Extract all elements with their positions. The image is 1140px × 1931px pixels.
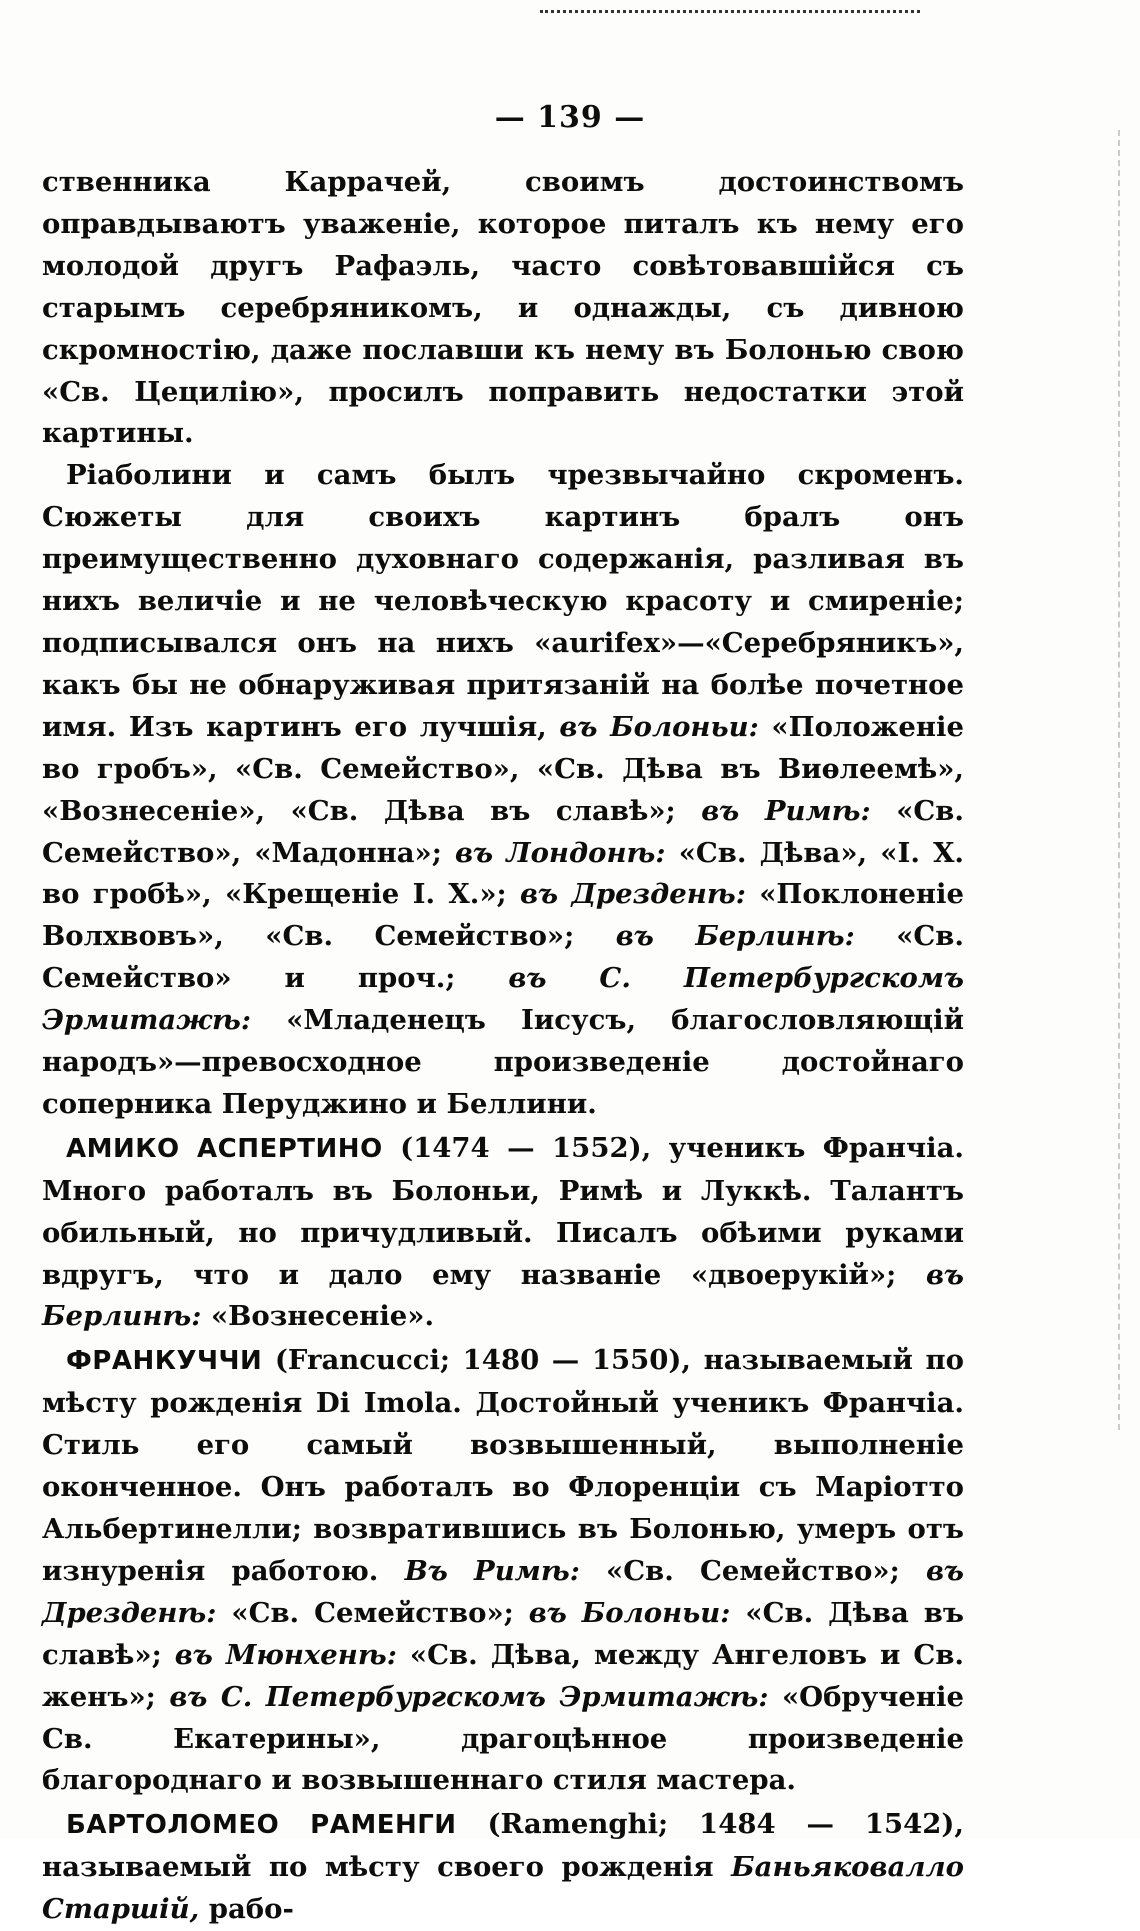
text-run: «Св. Дѣва въ славѣ»; — [42, 1596, 964, 1671]
text-run: (1474 — 1552), ученикъ Франчіа. Много работалъ въ Болоньи, Римѣ и Луккѣ. Талантъ обильный, но причудливый. Писалъ обѣими руками вдругъ, что и дало ему названіе «двоерукій»; — [42, 1131, 964, 1291]
artist-name: АМИКО АСПЕРТИНО — [66, 1133, 383, 1164]
text-run: «Св. Семейство»; — [579, 1554, 926, 1587]
text-run: «Обрученіе Св. Екатерины», драгоцѣнное произведеніе благороднаго и возвышеннаго стиля мастера. — [42, 1680, 964, 1797]
scan-edge-artifact — [540, 0, 920, 13]
entry-francucci — [42, 1340, 964, 1802]
location-label: въ С. Петербургскомъ Эрмитажѣ: — [42, 962, 964, 1037]
text-run: «Младенецъ Іисусъ, благословляющій народъ»—превосходное произведеніе достойнаго соперника Перуджино и Беллини. — [42, 1004, 964, 1120]
text-run: «Св. Дѣва, между Ангеловъ и Св. женъ»; — [42, 1638, 964, 1713]
location-label: въ Дрезденѣ: — [42, 1554, 964, 1629]
paragraph-2 — [42, 455, 964, 1126]
text-run: «Св. Дѣва», «I. X. во гробѣ», «Крещеніе I. X.»; — [42, 836, 964, 911]
page-edge-shadow — [1118, 130, 1123, 1430]
text-run: «Св. Семейство»; — [216, 1596, 529, 1629]
location-label: въ Берлинѣ: — [42, 1258, 964, 1333]
text-run: «Вознесеніе». — [201, 1300, 435, 1333]
location-label: въ Берлинѣ: — [615, 920, 855, 953]
text-run: «Поклоненіе Волхвовъ», «Св. Семейство»; — [42, 878, 964, 953]
entry-aspertino — [42, 1128, 964, 1339]
location-label: Въ Римѣ: — [404, 1554, 580, 1587]
location-label: въ Римѣ: — [701, 794, 871, 827]
location-label: въ Болоньи: — [559, 710, 759, 743]
entry-ramenghi — [42, 1804, 964, 1931]
page-number: — 139 — — [494, 100, 646, 135]
text-run: «Положеніе во гробъ», «Св. Семейство», «Св. Дѣва въ Виѳлеемѣ», «Вознесеніе», «Св. Дѣва въ славѣ»; — [42, 710, 964, 827]
paragraph-1: ственника Каррачей, своимъ достоинствомъ оправдываютъ уваженіе, которое питалъ къ нему его молодой другъ Рафаэль, часто совѣтовавшійся съ старымъ серебряникомъ, и однажды, съ дивною скромностію, даже пославши къ нему въ Болонью свою «Св. Цецилію», просилъ поправить недостатки этой картины. — [42, 166, 964, 450]
byname-label: Баньяковалло Старшій, — [42, 1851, 964, 1926]
text-run: «Св. Семейство» и проч.; — [42, 920, 964, 995]
location-label: въ Мюнхенѣ: — [174, 1638, 397, 1671]
text-run: рабо- — [199, 1893, 294, 1926]
text-run: (Francucci; 1480 — 1550), называемый по мѣсту рожденія Di Imola. Достойный ученикъ Франчіа. Стиль его самый возвышенный, выполненіе оконченное. Онъ работалъ во Флоренціи съ Маріотто Альбертинелли; возвратившись въ Болонью, умеръ отъ изнуренія работою. — [42, 1344, 964, 1587]
text-run: «Св. Семейство», «Мадонна»; — [42, 794, 964, 869]
body-text — [42, 162, 964, 1931]
location-label: въ С. Петербургскомъ Эрмитажѣ: — [169, 1680, 769, 1713]
location-label: въ Болоньи: — [528, 1596, 731, 1629]
artist-name: БАРТОЛОМЕО РАМЕНГИ — [66, 1810, 457, 1841]
location-label: въ Дрезденѣ: — [520, 878, 746, 911]
text-run: Ріаболини и самъ былъ чрезвычайно скроменъ. Сюжеты для своихъ картинъ бралъ онъ преимущественно духовнаго содержанія, разливая въ нихъ величіе и не человѣческую красоту и смиреніе; подписывался онъ на нихъ «aurifex»—«Серебряникъ», какъ бы не обнаруживая притязаній на болѣе почетное имя. Изъ картинъ его лучшія, — [42, 459, 964, 743]
location-label: въ Лондонѣ: — [455, 836, 666, 869]
text-run: (Ramenghi; 1484 — 1542), называемый по мѣсту своего рожденія — [42, 1808, 965, 1884]
artist-name: ФРАНКУЧЧИ — [66, 1346, 263, 1377]
